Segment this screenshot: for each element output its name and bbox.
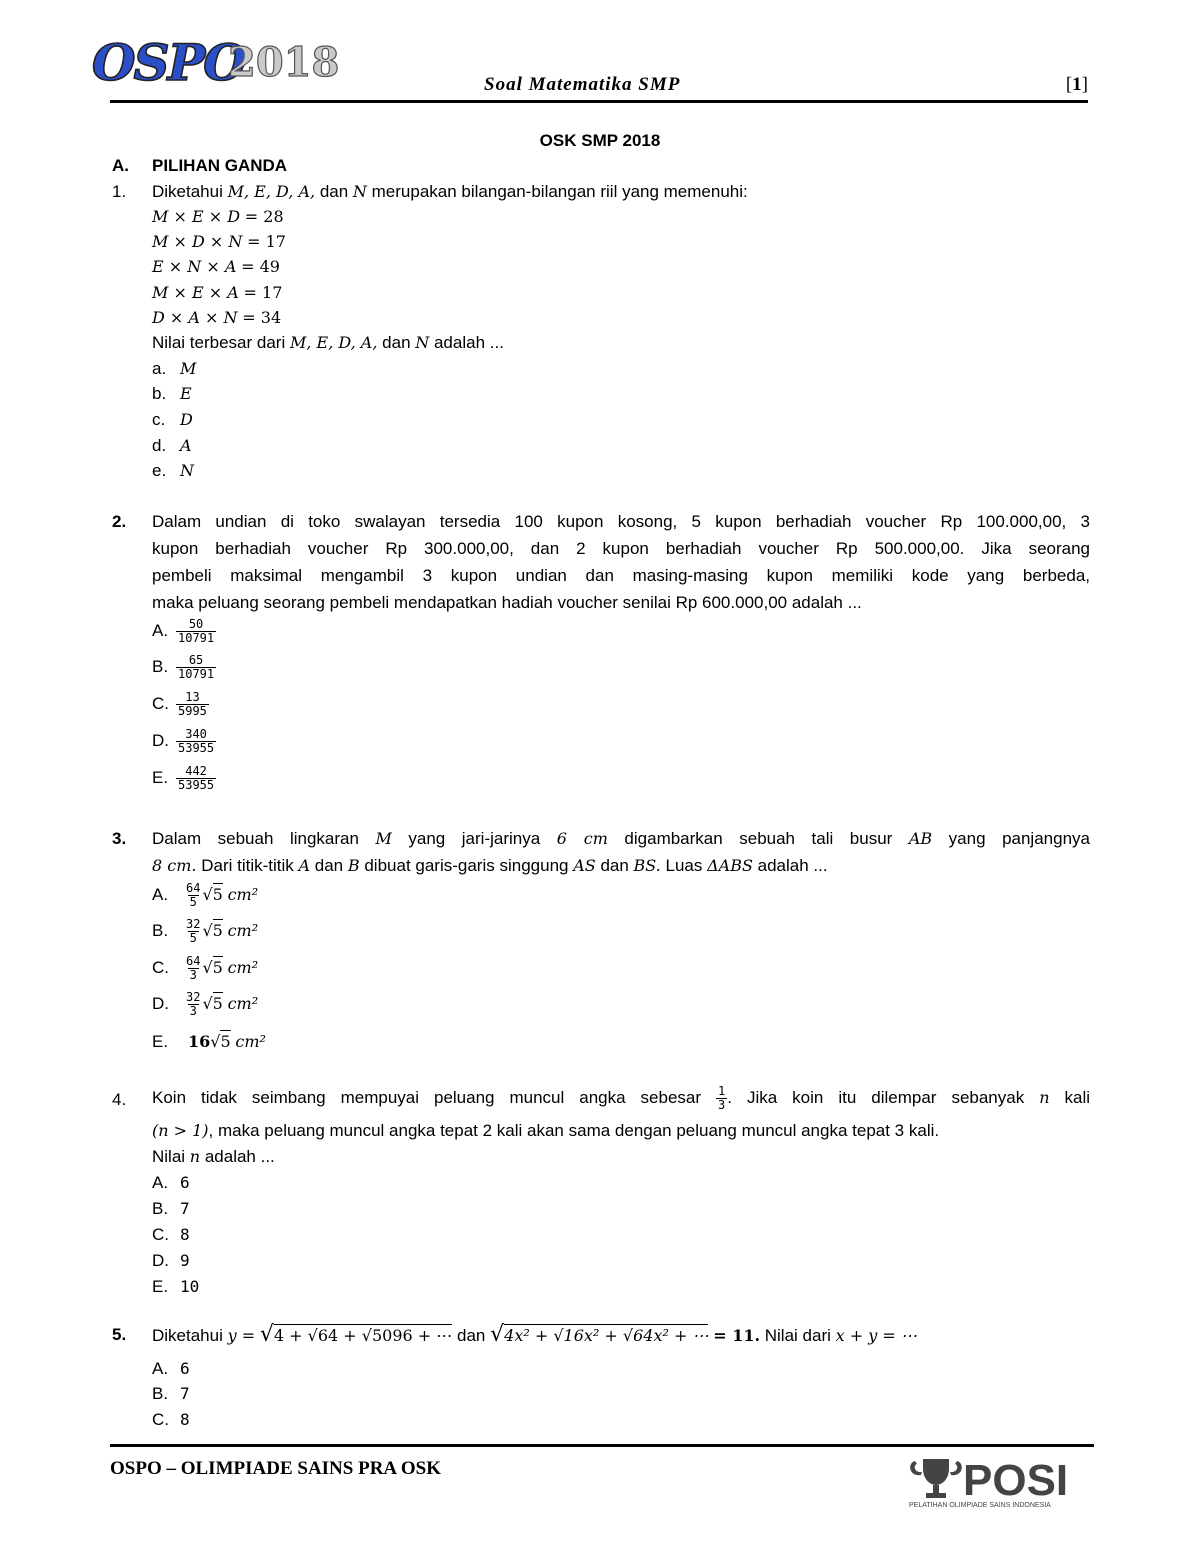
q4-text-line-3 [152,1144,275,1169]
fraction-numerator: 32 [186,990,201,1005]
option-fraction [176,765,216,792]
q1-intro-text-2: dan [315,182,353,201]
q5-math: 4x² + √ [504,1326,564,1345]
q1-eq-lhs: M × E × D [152,207,241,226]
q1-ask-text: Nilai terbesar dari [152,333,290,352]
option-letter: B. [152,921,169,940]
radicand: 5 [212,958,223,977]
q1-ask-vars: M, E, D, A, [289,333,378,352]
q4-text: Nilai [152,1147,190,1166]
option-letter: C. [152,958,169,977]
q3-option[interactable]: B. $\frac{32}{5}$ √5 cm² [152,917,259,946]
option-value: M [180,359,197,378]
unit: cm² [227,994,259,1013]
trophy-icon [910,1459,962,1498]
fraction-numerator: 64 [186,954,201,969]
radicand: 5 [220,1032,231,1051]
q1-option[interactable] [152,458,194,483]
option-letter: B. [152,1384,169,1403]
q5-math: = 11. [713,1326,761,1345]
q3-math: AB [908,829,933,848]
option-letter: c. [152,410,166,429]
section-letter: A. [112,156,129,175]
question-5-number: 5. [112,1325,127,1344]
coefficient: 16 [188,1032,211,1051]
fraction-denominator: 10791 [178,631,215,646]
question-2-number: 2. [112,512,127,531]
q1-eq-rhs: = 17 [243,283,283,302]
option-letter: C. [152,694,169,713]
q3-text-line-2 [152,853,828,878]
option-letter: A. [152,1359,169,1378]
q1-eq-rhs: = 49 [241,257,280,276]
option-letter: A. [152,1173,169,1192]
q5-option[interactable] [152,1407,190,1432]
q3-text: digambarkan sebuah tali busur [607,829,909,848]
q5-math: 5096 + ⋯ [372,1326,453,1345]
q5-text: Nilai dari [760,1326,836,1345]
q1-eq-rhs: = 17 [247,232,286,251]
fraction-numerator: 50 [188,617,204,632]
fraction-numerator: 1 [718,1084,726,1099]
q4-text: . Jika koin itu dilempar sebanyak [727,1088,1040,1107]
option-letter: C. [152,1410,169,1429]
option-value: 7 [180,1199,190,1218]
option-letter: A. [152,885,169,904]
q1-equation [152,254,280,279]
fraction-denominator: 10791 [178,667,215,682]
q3-option[interactable]: D. $\frac{32}{3}$ √5 cm² [152,990,259,1019]
option-letter: E. [152,768,169,787]
q3-text: dan [595,856,634,875]
q1-equation [152,204,284,229]
option-letter: B. [152,1199,169,1218]
q4-option[interactable] [152,1248,190,1273]
question-1-intro [152,179,748,204]
option-value: E [180,384,192,403]
q2-text-line: Dalam undian di toko swalayan tersedia 100 kupon kosong, 5 kupon berhadiah voucher Rp 100.000,00, 3 [152,512,1090,531]
q5-math: 64x² + ⋯ [633,1326,709,1345]
q1-option[interactable] [152,381,192,406]
fraction-denominator: 53955 [178,741,215,756]
option-fraction [176,691,209,718]
option-letter: b. [152,384,167,403]
q2-text-line: pembeli maksimal mengambil 3 kupon undian dan masing-masing kupon memiliki kode yang berbeda, [152,566,1090,585]
q3-math: ΔABS [707,856,753,875]
q5-y-radical [274,1324,452,1345]
option-fraction [184,955,202,982]
q5-math: 4 + √ [273,1326,318,1345]
option-value: 8 [180,1225,190,1244]
fraction-denominator: 3 [189,1004,197,1019]
q5-option[interactable] [152,1356,190,1381]
q3-math: M [375,829,392,848]
q2-option[interactable] [152,654,216,681]
q5-math: 64 + √ [317,1326,372,1345]
logo-year: 2018 [228,39,340,86]
q3-text: yang panjangnya [932,829,1090,848]
q1-ask-text-3: adalah ... [429,333,504,352]
question-1-ask [152,330,504,355]
q1-option[interactable] [152,407,193,432]
radicand: 5 [212,994,223,1013]
q5-text: Diketahui [152,1326,228,1345]
question-1-number: 1. [112,182,127,201]
q3-text: yang jari-jarinya [391,829,557,848]
q4-option[interactable] [152,1196,190,1221]
q1-equation [152,280,282,305]
q1-intro-text-3: merupakan bilangan-bilangan riil yang memenuhi: [366,182,748,201]
q5-math: 16x² + √ [563,1326,634,1345]
q3-math: BS. [633,856,661,875]
logo-text: OSPO [92,33,245,90]
q1-eq-rhs: = 28 [244,207,284,226]
question-3-number: 3. [112,829,127,848]
q1-eq-rhs: = 34 [242,308,282,327]
option-value: N [180,461,194,480]
question-4-number: 4. [112,1090,127,1109]
fraction-numerator: 13 [185,690,200,705]
unit: cm² [227,885,259,904]
q4-text: adalah ... [200,1147,275,1166]
page-number: [1] [1065,74,1088,95]
q1-intro-vars: M, E, D, A, [227,182,316,201]
q1-option[interactable] [152,433,192,458]
posi-logo [905,1455,1095,1509]
q4-option[interactable] [152,1222,190,1247]
posi-tagline: PELATIHAN OLIMPIADE SAINS INDONESIA [909,1502,1051,1509]
q3-math: A [298,856,311,875]
fraction-denominator: 5995 [178,704,207,719]
option-fraction [184,882,202,909]
option-letter: E. [152,1277,169,1296]
q3-text: dibuat garis-garis singgung [359,856,574,875]
option-letter: B. [152,657,169,676]
q4-option[interactable] [152,1274,199,1299]
q1-eq-lhs: D × A × N [152,308,238,327]
fraction-denominator: 5 [189,895,197,910]
document-title: OSK SMP 2018 [539,131,661,150]
q2-option[interactable] [152,691,209,718]
q4-math: n [1039,1088,1050,1107]
q1-equation [152,229,286,254]
q3-math: B [347,856,360,875]
option-value: 8 [180,1410,190,1429]
radicand: 5 [212,921,223,940]
q1-option[interactable] [152,356,196,381]
section-title: PILIHAN GANDA [152,156,288,175]
q4-text: Koin tidak seimbang mempuyai peluang muncul angka sebesar [152,1088,717,1107]
q2-option[interactable] [152,765,216,792]
q2-text-line: kupon berhadiah voucher Rp 300.000,00, dan 2 kupon berhadiah voucher Rp 500.000,00. Jika seorang [152,539,1090,558]
q3-text: Dalam sebuah lingkaran [152,829,376,848]
fraction-numerator: 65 [188,653,204,668]
q5-text: dan [452,1326,491,1345]
option-value: 9 [180,1251,190,1270]
q5-option[interactable] [152,1381,190,1406]
option-letter: D. [152,731,169,750]
ospo-2018-logo [90,30,340,90]
q3-math: 8 cm. [152,856,197,875]
q1-intro-text: Diketahui [152,182,228,201]
fraction-denominator: 3 [189,968,197,983]
q3-text: Luas [660,856,708,875]
option-fraction [184,918,202,945]
q3-option[interactable]: E. 16√5 cm² [152,1029,266,1054]
q3-math: AS [573,856,596,875]
q2-text-line: maka peluang seorang pembeli mendapatkan hadiah voucher senilai Rp 600.000,00 adalah ... [152,593,862,612]
q3-text: dan [310,856,348,875]
option-letter: A. [152,621,169,640]
option-letter: d. [152,436,167,455]
fraction-denominator: 53955 [178,778,215,793]
q3-text: Dari titik-titik [196,856,299,875]
q5-math: y = [227,1326,256,1345]
posi-wordmark: POSI [963,1456,1069,1505]
option-fraction [176,728,216,755]
fraction-numerator: 442 [185,764,207,779]
q4-text-line-2 [152,1118,939,1143]
page-number-value: 1 [1072,74,1082,95]
header-divider [110,100,1088,103]
q5-statement: Diketahui y = √4 + √64 + √5096 + ⋯ dan √4x² + √16x² + √64x² + ⋯ = 11. Nilai dari x + y = ⋯ [152,1322,917,1347]
q1-eq-lhs: E × N × A [152,257,237,276]
header-title: Soal Matematika SMP [484,74,681,95]
option-value: 7 [180,1384,190,1403]
q4-text: , maka peluang muncul angka tepat 2 kali akan sama dengan peluang muncul angka tepat 3 kali. [208,1121,940,1140]
q1-eq-lhs: M × D × N [152,232,243,251]
fraction-numerator: 340 [185,727,207,742]
option-letter: C. [152,1225,169,1244]
q1-ask-text-2: dan [377,333,416,352]
q4-math: (n > 1) [152,1121,209,1140]
unit: cm² [235,1032,266,1051]
radicand: 5 [212,885,223,904]
fraction-denominator: 3 [718,1098,726,1113]
q4-text-line-1 [152,1085,1090,1112]
option-letter: D. [152,1251,169,1270]
q2-option[interactable] [152,618,216,645]
q3-option[interactable]: C. $\frac{64}{3}$ √5 cm² [152,954,259,983]
q5-x-radical [504,1324,708,1345]
fraction-denominator: 5 [189,931,197,946]
option-fraction [184,991,202,1018]
q3-math: 6 cm [556,829,608,848]
q3-option[interactable]: A. $\frac{64}{5}$ √5 cm² [152,881,259,910]
q3-text-line-1 [152,826,1090,851]
option-letter: D. [152,994,169,1013]
q1-ask-var-n: N [415,333,430,352]
footer-divider [110,1444,1094,1447]
unit: cm² [227,921,259,940]
option-letter: E. [152,1032,169,1051]
fraction-numerator: 64 [186,881,201,896]
option-value: A [180,436,192,455]
fraction-numerator: 32 [186,917,201,932]
unit: cm² [227,958,259,977]
q3-text: adalah ... [752,856,828,875]
q2-option[interactable] [152,728,216,755]
option-fraction [176,654,216,681]
option-value: 6 [180,1359,190,1378]
q1-intro-var-n: N [352,182,367,201]
option-letter: e. [152,461,167,480]
q1-eq-lhs: M × E × A [152,283,239,302]
q5-math: x + y = ⋯ [835,1326,917,1345]
q4-text: kali [1049,1088,1091,1107]
footer-text: OSPO – OLIMPIADE SAINS PRA OSK [110,1458,441,1479]
option-value: 10 [180,1277,200,1296]
option-value: D [180,410,193,429]
option-value: 6 [180,1173,190,1192]
q4-option[interactable] [152,1170,190,1195]
option-fraction [176,618,216,645]
probability-fraction [716,1085,727,1112]
option-letter: a. [152,359,167,378]
q1-equation [152,305,281,330]
q4-math: n [189,1147,201,1166]
